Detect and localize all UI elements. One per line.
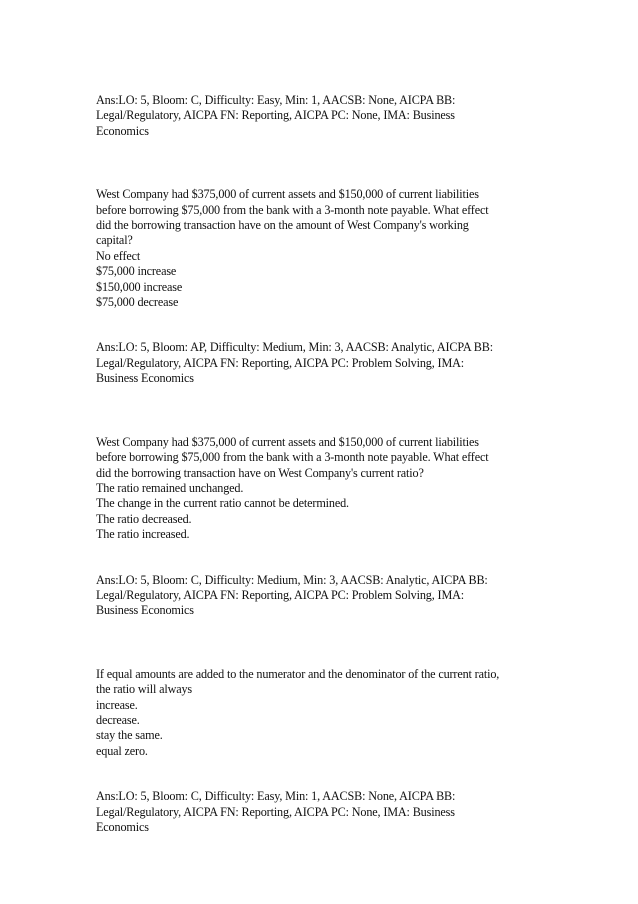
answer-option: The ratio remained unchanged. xyxy=(96,480,244,495)
text-line: Legal/Regulatory, AICPA FN: Reporting, AICPA PC: Problem Solving, IMA: xyxy=(96,587,465,602)
question-working-capital xyxy=(96,187,546,310)
text-line: Economics xyxy=(96,820,149,834)
answer-option: $150,000 increase xyxy=(96,279,183,294)
spacer xyxy=(96,387,546,435)
question-text-line: If equal amounts are added to the numerator and the denominator of the current ratio, xyxy=(96,666,500,681)
answer-option: increase. xyxy=(96,697,138,712)
document-page xyxy=(96,93,546,835)
text-line: Business Economics xyxy=(96,603,194,618)
spacer xyxy=(96,543,546,573)
text-line: Legal/Regulatory, AICPA FN: Reporting, AICPA PC: Problem Solving, IMA: xyxy=(96,355,465,370)
answer-option: decrease. xyxy=(96,712,140,727)
answer-option: stay the same. xyxy=(96,728,163,743)
text-line: Legal/Regulatory, AICPA FN: Reporting, AICPA PC: None, IMA: Business xyxy=(96,804,455,819)
question-text-line: before borrowing $75,000 from the bank with a 3-month note payable. What effect xyxy=(96,202,489,217)
answer-option: The change in the current ratio cannot be determined. xyxy=(96,496,349,511)
answer-metadata-3 xyxy=(96,573,546,619)
question-equal-amounts xyxy=(96,667,546,759)
text-line: Legal/Regulatory, AICPA FN: Reporting, AICPA PC: None, IMA: Business xyxy=(96,108,455,123)
question-text-line: did the borrowing transaction have on West Company's current ratio? xyxy=(96,465,424,480)
text-line: Economics xyxy=(96,123,149,138)
answer-option: $75,000 decrease xyxy=(96,295,179,310)
question-text-line: West Company had $375,000 of current assets and $150,000 of current liabilities xyxy=(96,187,479,202)
question-current-ratio xyxy=(96,435,546,543)
text-line: Ans:LO: 5, Bloom: AP, Difficulty: Medium, Min: 3, AACSB: Analytic, AICPA BB: xyxy=(96,340,493,355)
text-line: Ans:LO: 5, Bloom: C, Difficulty: Easy, Min: 1, AACSB: None, AICPA BB: xyxy=(96,93,456,107)
text-line: Ans:LO: 5, Bloom: C, Difficulty: Medium, Min: 3, AACSB: Analytic, AICPA BB: xyxy=(96,572,488,587)
answer-option: The ratio increased. xyxy=(96,527,190,542)
text-line: Business Economics xyxy=(96,371,194,386)
question-text-line: before borrowing $75,000 from the bank with a 3-month note payable. What effect xyxy=(96,450,489,465)
answer-metadata-4 xyxy=(96,789,546,835)
answer-option: The ratio decreased. xyxy=(96,511,192,526)
text-line: Ans:LO: 5, Bloom: C, Difficulty: Easy, Min: 1, AACSB: None, AICPA BB: xyxy=(96,789,456,804)
answer-metadata-2 xyxy=(96,340,546,386)
question-text-line: West Company had $375,000 of current assets and $150,000 of current liabilities xyxy=(96,434,479,449)
spacer xyxy=(96,139,546,187)
spacer xyxy=(96,619,546,667)
spacer xyxy=(96,759,546,789)
answer-option: equal zero. xyxy=(96,743,148,758)
answer-option: No effect xyxy=(96,248,141,263)
answer-option: $75,000 increase xyxy=(96,264,177,279)
spacer xyxy=(96,310,546,340)
question-text-line: did the borrowing transaction have on the amount of West Company's working xyxy=(96,218,469,233)
answer-metadata-1 xyxy=(96,93,546,139)
question-text-line: the ratio will always xyxy=(96,682,193,697)
question-text-line: capital? xyxy=(96,233,133,248)
